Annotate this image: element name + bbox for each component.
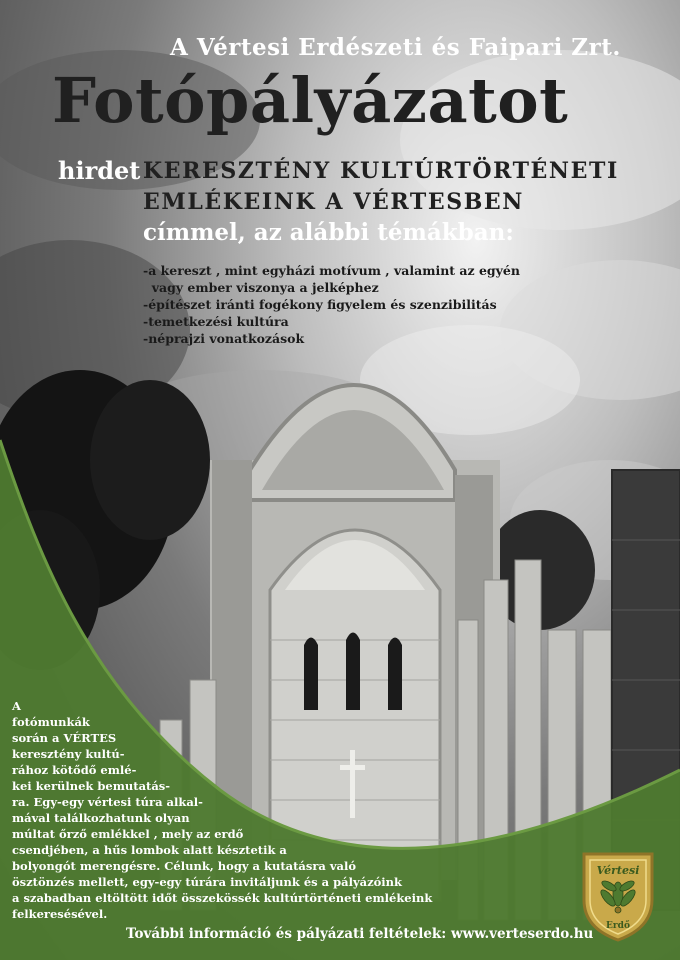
topic-list (143, 262, 563, 347)
theme-line-2: EMLÉKEINK A VÉRTESBEN (143, 189, 524, 215)
description-line: keresztény kultú- (12, 747, 125, 761)
description-text (12, 698, 432, 922)
topic-item: -a kereszt , mint egyházi motívum , valamint az egyén (143, 263, 520, 278)
description-line: ra. Egy-egy vértesi túra alkal- (12, 795, 203, 809)
description-line: bolyongót merengésre. Célunk, hogy a kutatásra való (12, 859, 357, 873)
description-line: kei kerülnek bemutatás- (12, 779, 171, 793)
footer-info: További információ és pályázati feltételek: www.verteserdo.hu (126, 926, 594, 942)
verteserdo-logo (578, 848, 658, 944)
description-line: a szabadban eltöltött időt összekössék kultúrtörténeti emlékeink (12, 891, 433, 905)
page-title: Fotópályázatot (52, 64, 569, 137)
description-line: ösztönzés mellett, egy-egy túrára invitáljunk és a pályázóink (12, 875, 402, 889)
description-line: mával találkozhatunk olyan (12, 811, 190, 825)
topic-item: vagy ember viszonya a jelképhez (143, 280, 379, 295)
organization-name: A Vértesi Erdészeti és Faipari Zrt. (170, 34, 621, 61)
topic-item: -építészet iránti fogékony figyelem és szenzibilitás (143, 297, 497, 312)
description-line: fotómunkák (12, 715, 90, 729)
topic-item: -néprajzi vonatkozások (143, 331, 305, 346)
description-line: csendjében, a hűs lombok alatt késztetik a (12, 843, 287, 857)
theme-line-1: KERESZTÉNY KULTÚRTÖRTÉNETI (143, 158, 619, 184)
lead-word: hirdet (58, 156, 141, 185)
description-line: múltat őrző emlékkel , mely az erdő (12, 827, 244, 841)
logo-bottom-text: Erdő (606, 921, 630, 931)
description-line: felkeresésével. (12, 907, 108, 921)
description-line: rához kötődő emlé- (12, 763, 137, 777)
description-line: során a VÉRTES (12, 731, 117, 745)
theme-line-3: címmel, az alábbi témákban: (143, 219, 514, 246)
topic-item: -temetkezési kultúra (143, 314, 289, 329)
description-line: A (12, 699, 21, 713)
logo-top-text: Vértesi (596, 864, 640, 877)
